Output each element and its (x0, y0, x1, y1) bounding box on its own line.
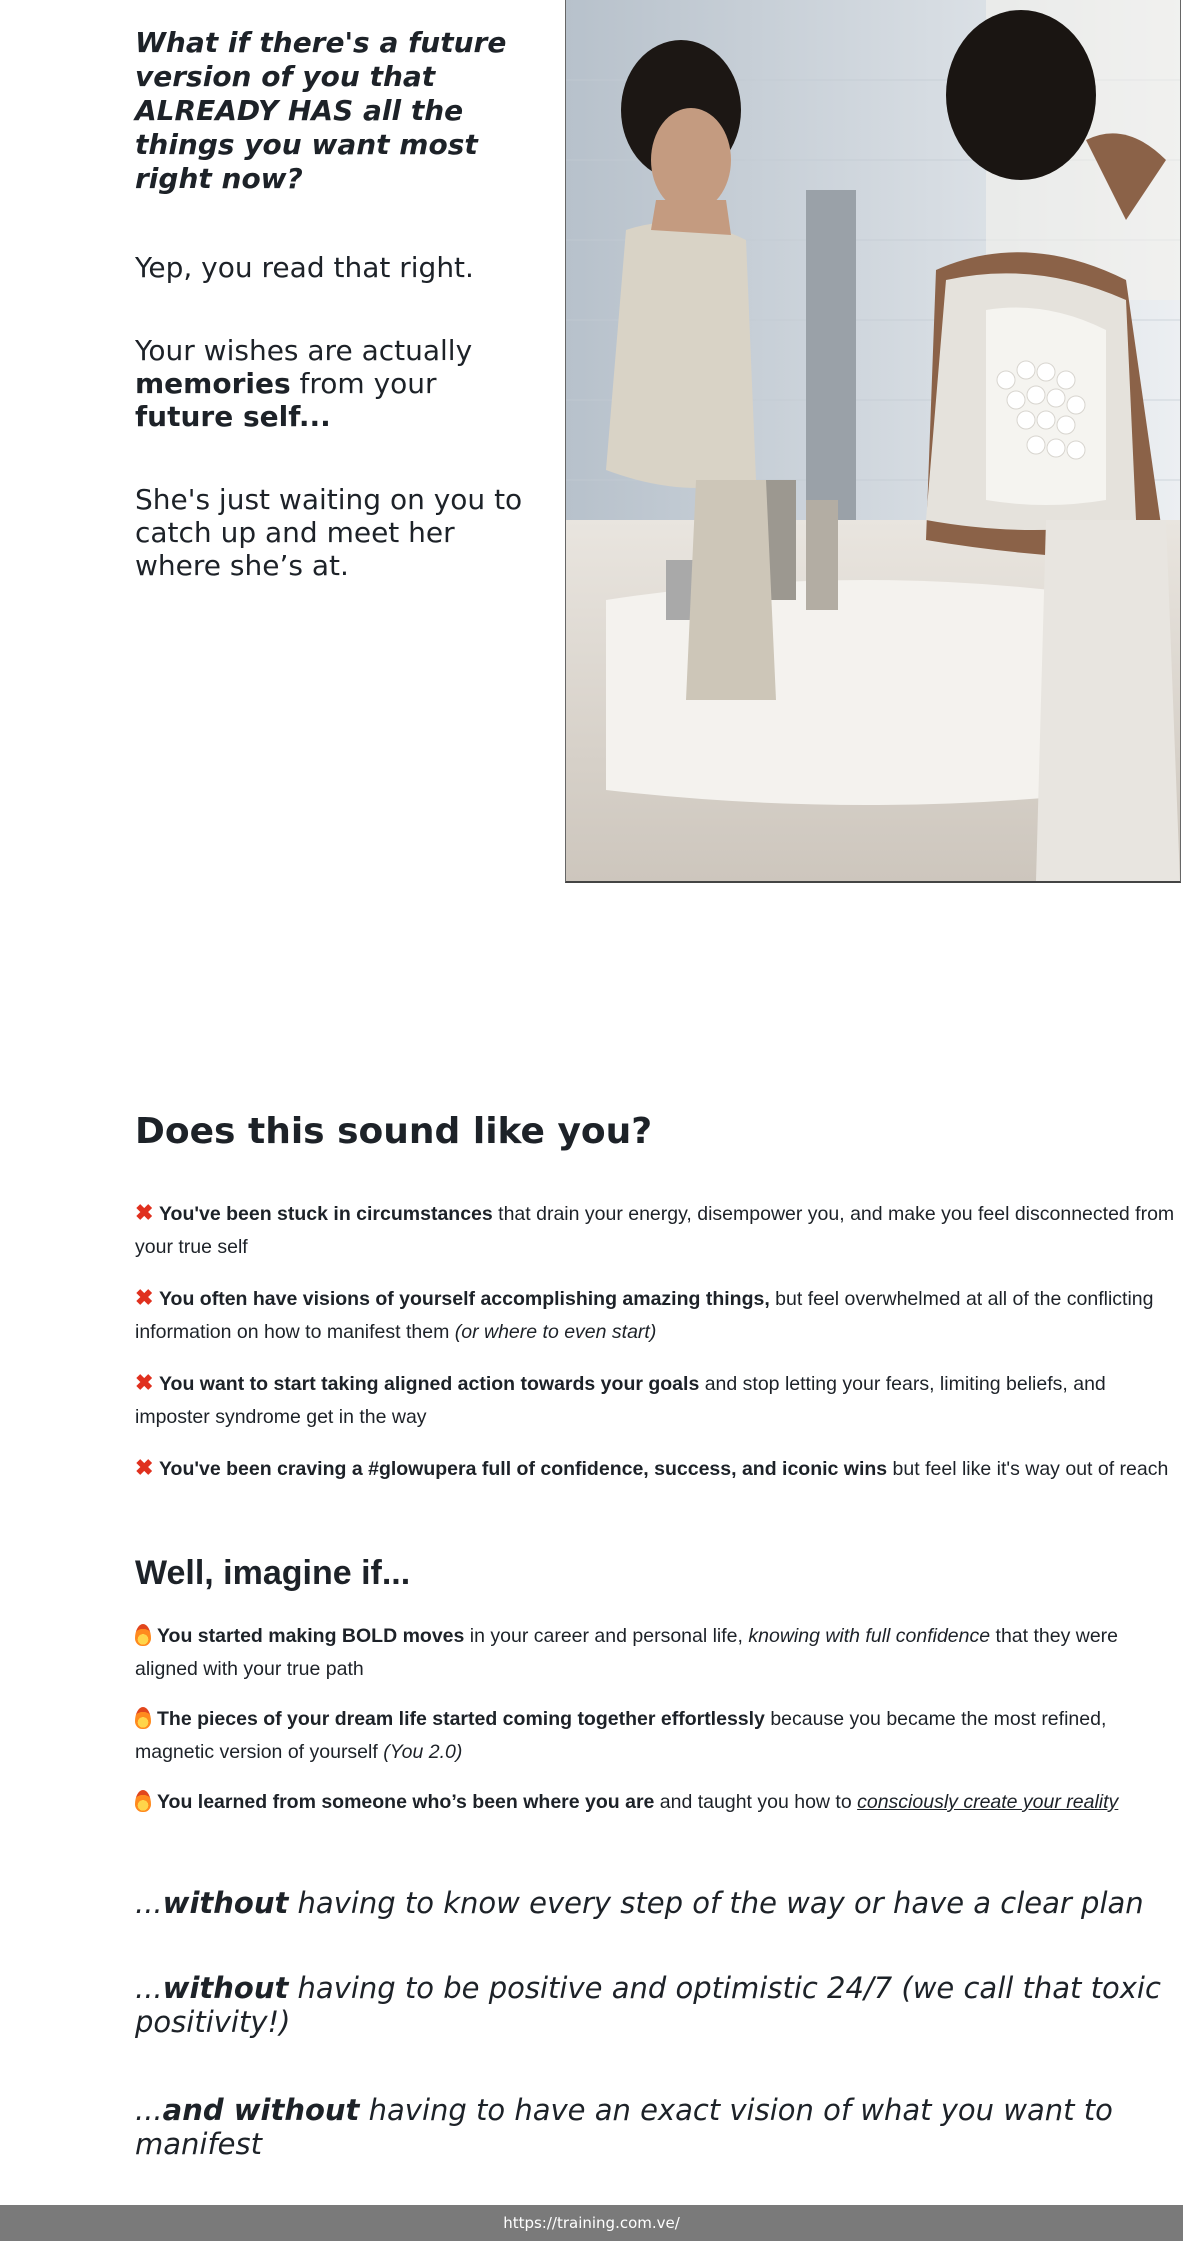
cross-mark-icon: ✖ (135, 1370, 154, 1395)
without-line-2: ...without having to be positive and optimistic 24/7 (we call that toxic positivity!) (135, 1971, 1161, 2039)
fire-icon (135, 1790, 151, 1812)
hero-question: What if there's a future version of you that ALREADY HAS all the things you want most right now? (135, 26, 507, 195)
without-line-1: ...without having to know every step of the way or have a clear plan (135, 1886, 1144, 1920)
list-item: ✖ You've been stuck in circumstances that drain your energy, disempower you, and make you feel disconnected from your true self (135, 1196, 1175, 1264)
hero-photo (565, 0, 1181, 883)
cross-mark-icon: ✖ (135, 1200, 154, 1225)
list-item: The pieces of your dream life started coming together effortlessly because you became the most refined, magnetic version of yourself (You 2.0) (135, 1708, 1107, 1763)
list-item: You started making BOLD moves in your career and personal life, knowing with full confidence that they were aligned with your true path (135, 1625, 1119, 1680)
list-item: ✖ You want to start taking aligned action towards your goals and stop letting your fears, limiting beliefs, and imposter syndrome get in the way (135, 1366, 1175, 1434)
status-url-bar: https://training.com.ve/ (0, 2205, 1183, 2241)
imagine-section-title: Well, imagine if... (135, 1554, 411, 1592)
list-item: ✖ You've been craving a #glowupera full of confidence, success, and iconic wins but feel like it's way out of reach (135, 1451, 1175, 1486)
list-item: You learned from someone who’s been where you are and taught you how to consciously create your reality (135, 1786, 1175, 1819)
list-item: ✖ You often have visions of yourself accomplishing amazing things, but feel overwhelmed at all of the conflicting information on how to manifest them (or where to even start) (135, 1281, 1175, 1349)
wishes-text: Your wishes are actually memories from your future self... (135, 334, 473, 433)
imagine-list (135, 1620, 1175, 1836)
pain-list (135, 1196, 1175, 1503)
fire-icon (135, 1707, 151, 1729)
waiting-text: She's just waiting on you to catch up and meet her where she’s at. (135, 483, 523, 582)
consciously-create-link[interactable]: consciously create your reality (857, 1791, 1119, 1813)
without-line-3: ...and without having to have an exact vision of what you want to manifest (135, 2093, 1113, 2161)
hero-text (135, 26, 535, 582)
mirror-photo-illustration (566, 0, 1180, 881)
pain-section-title: Does this sound like you? (135, 1111, 653, 1152)
read-right-text: Yep, you read that right. (135, 251, 474, 284)
fire-icon (135, 1624, 151, 1646)
cross-mark-icon: ✖ (135, 1455, 154, 1480)
cross-mark-icon: ✖ (135, 1285, 154, 1310)
